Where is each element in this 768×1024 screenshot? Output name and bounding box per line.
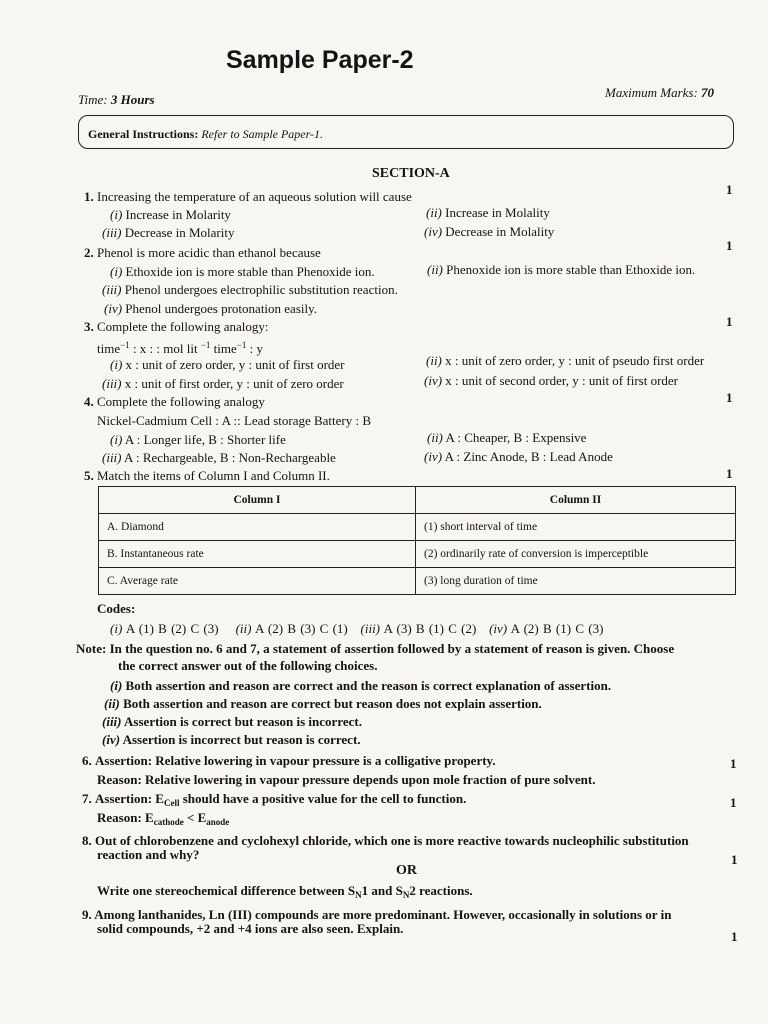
- option: (iv) Phenol undergoes protonation easily.: [104, 301, 318, 316]
- match-table: [98, 486, 736, 595]
- question-text: Match the items of Column I and Column II.: [97, 468, 330, 483]
- question-8-line-2: reaction and why?: [97, 847, 200, 862]
- column-header: Column I: [99, 487, 416, 514]
- question-4: [84, 393, 265, 410]
- note-line-2: the correct answer out of the following choices.: [118, 658, 378, 673]
- codes-label: Codes:: [97, 601, 136, 616]
- option: (ii) x : unit of zero order, y : unit of pseudo first order: [426, 353, 705, 368]
- option: (i) Increase in Molarity: [110, 207, 231, 222]
- option: (ii) Phenoxide ion is more stable than Ethoxide ion.: [427, 262, 696, 277]
- max-marks-label: Maximum Marks:: [605, 85, 698, 100]
- question-number: 3.: [84, 319, 94, 334]
- question-6: 6. Assertion: Relative lowering in vapour pressure is a colligative property.: [82, 753, 496, 768]
- marks: 1: [731, 929, 738, 944]
- note-label: Note:: [76, 641, 107, 656]
- option: (iv) Decrease in Molality: [424, 224, 555, 239]
- option: (i) x : unit of zero order, y : unit of first order: [110, 357, 345, 372]
- option: (i) A : Longer life, B : Shorter life: [110, 432, 286, 447]
- question-1: [84, 188, 412, 205]
- note-option: (i) Both assertion and reason are correct and the reason is correct explanation of assertion.: [110, 678, 612, 693]
- max-marks-info: [605, 84, 714, 101]
- instructions-text: Refer to Sample Paper-1.: [201, 127, 324, 141]
- option: (ii) Increase in Molality: [426, 205, 550, 220]
- option: (iii) A : Rechargeable, B : Non-Rechargeable: [102, 450, 336, 465]
- question-8: 8. Out of chlorobenzene and cyclohexyl chloride, which one is more reactive towards nucleophilic substitution: [82, 833, 689, 848]
- question-3: [84, 318, 269, 335]
- marks: 1: [726, 238, 733, 253]
- question-text: Phenol is more acidic than ethanol because: [97, 245, 321, 260]
- table-cell: C. Average rate: [99, 568, 416, 595]
- table-row: [99, 568, 736, 595]
- marks: 1: [726, 466, 733, 481]
- question-number: 5.: [84, 468, 94, 483]
- general-instructions: [88, 126, 323, 143]
- note-option: (iv) Assertion is incorrect but reason is correct.: [102, 732, 361, 747]
- codes-line: (i) A (1) B (2) C (3) (ii) A (2) B (3) C (1) (iii) A (3) B (1) C (2) (iv) A (2) B (1) C (3): [110, 621, 604, 636]
- question-number: 1.: [84, 189, 94, 204]
- question-text: Increasing the temperature of an aqueous solution will cause: [97, 189, 412, 204]
- reason-line: Reason: Relative lowering in vapour pressure depends upon mole fraction of pure solvent.: [97, 772, 596, 787]
- question-7: 7. Assertion: $E_{Cell}$ should have a positive value for the cell to function.: [82, 791, 467, 808]
- paper-title: Sample Paper-2: [226, 46, 414, 74]
- option: (iv) x : unit of second order, y : unit of first order: [424, 373, 679, 388]
- note-line-1: Note: In the question no. 6 and 7, a statement of assertion followed by a statement of reason is given. Choose: [76, 641, 675, 656]
- question-9: 9. Among lanthanides, Ln (III) compounds are more predominant. However, occasionally in solutions or in: [82, 907, 672, 922]
- instructions-label: General Instructions:: [88, 127, 199, 141]
- question-number: 4.: [84, 394, 94, 409]
- note-option: (ii) Both assertion and reason are correct but reason does not explain assertion.: [104, 696, 542, 711]
- table-row: [99, 514, 736, 541]
- max-marks-value: 70: [701, 85, 715, 100]
- marks: 1: [726, 314, 733, 329]
- question-5: [84, 467, 330, 484]
- analogy-line: Nickel-Cadmium Cell : A :: Lead storage Battery : B: [97, 413, 372, 428]
- question-9-line-2: solid compounds, +2 and +4 ions are also seen. Explain.: [97, 921, 404, 936]
- question-2: [84, 244, 321, 261]
- analogy-line: time$^{-1}$ : x : : mol lit $^{-1}$ time$^{-1}$ : y: [97, 340, 263, 356]
- question-text: Complete the following analogy:: [97, 319, 269, 334]
- question-8-alternative: Write one stereochemical difference between $S_N1$ and $S_N2$ reactions.: [97, 883, 473, 900]
- time-label: Time:: [78, 92, 108, 107]
- note-option: (iii) Assertion is correct but reason is incorrect.: [102, 714, 362, 729]
- table-row: [99, 541, 736, 568]
- table-cell: (3) long duration of time: [416, 568, 736, 595]
- or-divider: OR: [396, 863, 417, 878]
- option: (i) Ethoxide ion is more stable than Phenoxide ion.: [110, 264, 375, 279]
- table-cell: (1) short interval of time: [416, 514, 736, 541]
- table-header-row: [99, 487, 736, 514]
- section-heading: SECTION-A: [372, 166, 450, 181]
- time-value: 3 Hours: [110, 92, 155, 107]
- marks: 1: [730, 795, 737, 810]
- marks: 1: [731, 852, 738, 867]
- option: (iii) x : unit of first order, y : unit of zero order: [102, 376, 344, 391]
- table-cell: (2) ordinarily rate of conversion is imperceptible: [416, 541, 736, 568]
- question-number: 2.: [84, 245, 94, 260]
- marks: 1: [730, 756, 737, 771]
- table-cell: B. Instantaneous rate: [99, 541, 416, 568]
- question-text: Complete the following analogy: [97, 394, 265, 409]
- column-header: Column II: [416, 487, 736, 514]
- option: (iii) Phenol undergoes electrophilic substitution reaction.: [102, 282, 398, 297]
- reason-line: Reason: $E_{cathode} < E_{anode}$: [97, 810, 230, 827]
- marks: 1: [726, 390, 733, 405]
- time-info: [78, 91, 155, 108]
- marks: 1: [726, 182, 733, 197]
- option: (iv) A : Zinc Anode, B : Lead Anode: [424, 449, 613, 464]
- table-cell: A. Diamond: [99, 514, 416, 541]
- option: (iii) Decrease in Molarity: [102, 225, 235, 240]
- option: (ii) A : Cheaper, B : Expensive: [427, 430, 587, 445]
